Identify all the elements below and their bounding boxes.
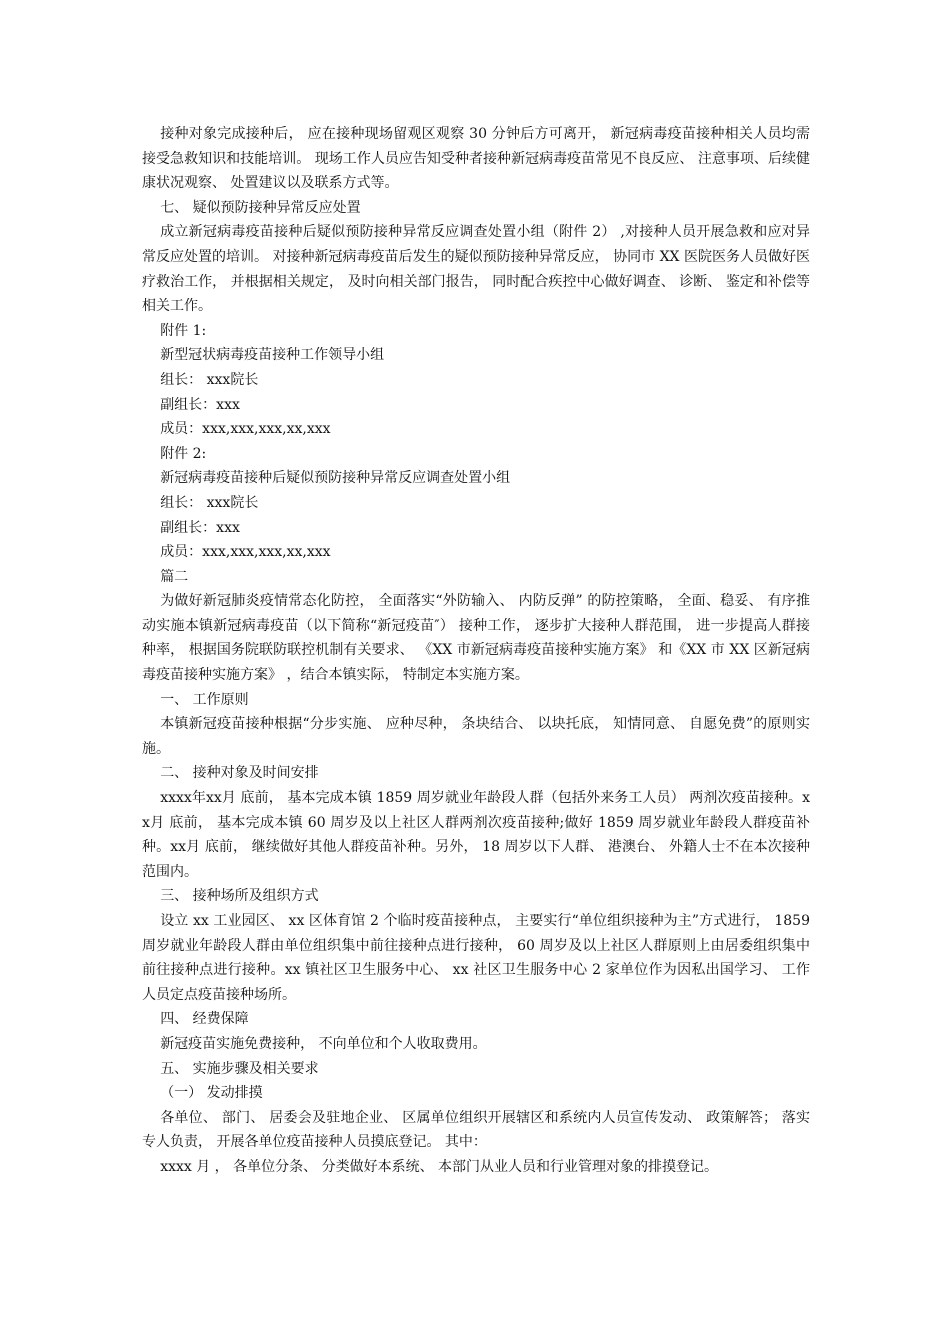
section-heading: 四、 经费保障	[160, 1011, 249, 1028]
paragraph: 本镇新冠疫苗接种根据“分步实施、 应种尽种， 条块结合、 以块托底， 知情同意、 自愿免费”的原则实施。	[142, 716, 810, 757]
member-line: 组长： xxx院长	[160, 371, 259, 388]
paragraph: xxxx年xx月 底前， 基本完成本镇 1859 周岁就业年龄段人群（包括外来务工人员） 两剂次疫苗接种。xx月 底前， 基本完成本镇 60 周岁及以上社区人群两剂次疫苗接种;做好 1859 周岁就业年龄段人群疫苗补种。xx月 底前， 继续做好其他人群疫苗补种。另外， 18 周岁以下人群、 港澳台、 外籍人士不在本次接种范围内。	[142, 790, 810, 880]
member-line: 副组长：xxx	[160, 396, 240, 413]
annex-title: 新型冠状病毒疫苗接种工作领导小组	[160, 347, 385, 364]
paragraph: xxxx 月 ， 各单位分条、 分类做好本系统、 本部门从业人员和行业管理对象的排摸登记。	[160, 1158, 719, 1175]
paragraph: 各单位、 部门、 居委会及驻地企业、 区属单位组织开展辖区和系统内人员宣传发动、 政策解答； 落实专人负责， 开展各单位疫苗接种人员摸底登记。 其中：	[142, 1109, 810, 1151]
paragraph: 接种对象完成接种后， 应在接种现场留观区观察 30 分钟后方可离开， 新冠病毒疫苗接种相关人员均需接受急救知识和技能培训。 现场工作人员应告知受种者接种新冠病毒疫苗常见不良反应、 注意事项、后续健康状况观察、 处置建议以及联系方式等。	[142, 126, 810, 192]
annex-title: 新冠病毒疫苗接种后疑似预防接种异常反应调查处置小组	[160, 470, 511, 487]
member-line: 成员：xxx,xxx,xxx,xx,xxx	[160, 544, 331, 561]
paragraph: 新冠疫苗实施免费接种， 不向单位和个人收取费用。	[160, 1035, 487, 1052]
section-heading: 三、 接种场所及组织方式	[160, 888, 319, 905]
paragraph: 为做好新冠肺炎疫情常态化防控， 全面落实“外防输入、 内防反弹” 的防控策略， 全面、稳妥、 有序推动实施本镇新冠病毒疫苗（以下简称“新冠疫苗″） 接种工作， 逐步扩大接种人群范围， 进一步提高人群接种率， 根据国务院联防联控机制有关要求、 《XX 市新冠病毒疫苗接种实施方案》 和《XX 市 XX 区新冠病毒疫苗接种实施方案》 ，结合本镇实际， 特制定本实施方案。	[142, 593, 810, 684]
part-heading: 篇二	[160, 568, 189, 585]
member-line: 成员：xxx,xxx,xxx,xx,xxx	[160, 421, 331, 438]
paragraph: 设立 xx 工业园区、 xx 区体育馆 2 个临时疫苗接种点， 主要实行“单位组织接种为主”方式进行， 1859 周岁就业年龄段人群由单位组织集中前往接种点进行接种， 60 周岁及以上社区人群原则上由居委组织集中前往接种点进行接种。xx 镇社区卫生服务中心、 xx 社区卫生服务中心 2 家单位作为因私出国学习、 工作人员定点疫苗接种场所。	[142, 913, 810, 1003]
paragraph: 成立新冠病毒疫苗接种后疑似预防接种异常反应调查处置小组（附件 2） ,对接种人员开展急救和应对异常反应处置的培训。 对接种新冠病毒疫苗后发生的疑似预防接种异常反应， 协同市 XX 医院医务人员做好医疗救治工作， 并根据相关规定， 及时向相关部门报告， 同时配合疾控中心做好调查、 诊断、 鉴定和补偿等相关工作。	[142, 224, 810, 315]
member-line: 副组长：xxx	[160, 519, 240, 536]
subsection-heading: （一） 发动排摸	[160, 1085, 263, 1102]
section-heading: 五、 实施步骤及相关要求	[160, 1060, 319, 1077]
document-body	[142, 122, 810, 1180]
section-heading: 二、 接种对象及时间安排	[160, 765, 319, 782]
section-heading: 一、 工作原则	[160, 691, 249, 708]
section-heading: 七、 疑似预防接种异常反应处置	[160, 199, 361, 216]
annex-label: 附件 1:	[160, 322, 207, 339]
annex-label: 附件 2:	[160, 445, 207, 462]
member-line: 组长： xxx院长	[160, 494, 259, 511]
